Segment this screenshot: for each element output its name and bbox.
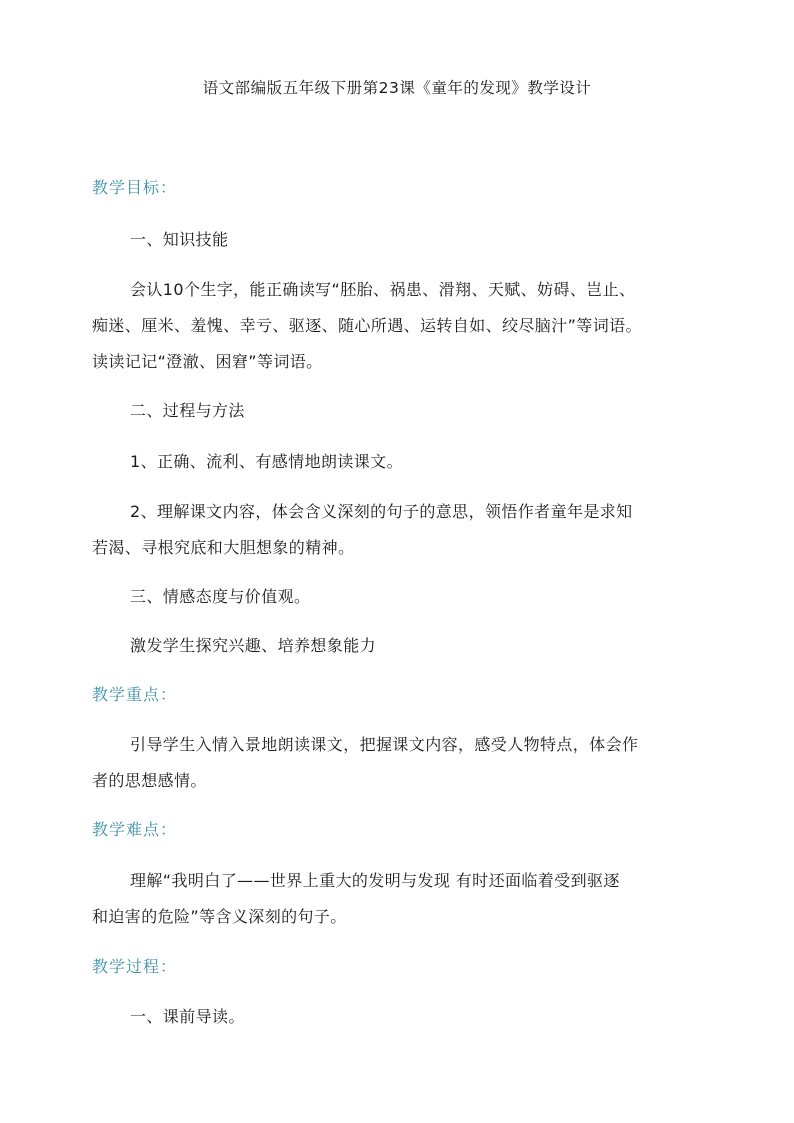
process-item-2-line-1: 2、理解课文内容，体会含义深刻的句子的意思，领悟作者童年是求知 — [130, 502, 633, 521]
process-step-1: 一、课前导读。 — [130, 1007, 245, 1026]
teaching-process-heading: 教学过程： — [92, 957, 178, 976]
key-points-heading: 教学重点： — [92, 685, 178, 704]
key-points-line-1: 引导学生入情入景地朗读课文，把握课文内容，感受人物特点，体会作 — [130, 735, 639, 754]
process-item-2-line-2: 若渴、寻根究底和大胆想象的精神。 — [92, 538, 355, 557]
knowledge-line-3: 读读记记“澄澈、困窘”等词语。 — [92, 352, 323, 371]
knowledge-line-1: 会认10个生字，能正确读写“胚胎、祸患、滑翔、天赋、妨碍、岂止、 — [130, 280, 636, 299]
document-title: 语文部编版五年级下册第23课《童年的发现》教学设计 — [202, 79, 592, 97]
difficulties-line-2: 和迫害的危险”等含义深刻的句子。 — [92, 907, 347, 926]
knowledge-heading: 一、知识技能 — [130, 230, 229, 249]
emotion-heading: 三、情感态度与价值观。 — [130, 587, 311, 606]
difficulties-line-1: 理解“我明白了——世界上重大的发明与发现 有时还面临着受到驱逐 — [130, 871, 620, 890]
emotion-text: 激发学生探究兴趣、培养想象能力 — [130, 636, 377, 655]
process-method-heading: 二、过程与方法 — [130, 401, 245, 420]
key-points-line-2: 者的思想感情。 — [92, 771, 207, 790]
process-item-1: 1、正确、流利、有感情地朗读课文。 — [130, 452, 403, 471]
knowledge-line-2: 痴迷、厘米、羞愧、幸亏、驱逐、随心所遇、运转自如、绞尽脑汁”等词语。 — [92, 316, 642, 335]
goals-heading: 教学目标： — [92, 178, 178, 197]
difficulties-heading: 教学难点： — [92, 820, 178, 839]
